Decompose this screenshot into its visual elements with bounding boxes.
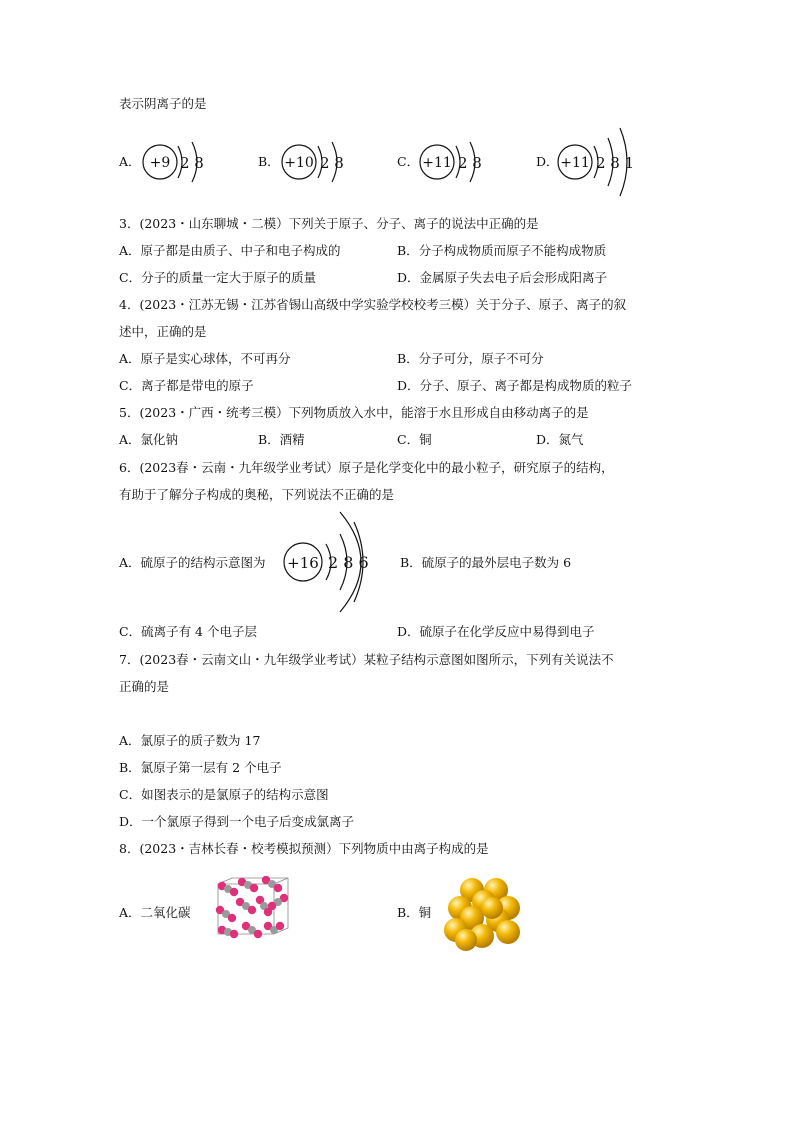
q4-option-c: C．离子都是带电的原子 bbox=[119, 378, 254, 393]
q2-option-b-diagram bbox=[280, 140, 350, 184]
q2-b-nucleus: +10 bbox=[284, 155, 314, 171]
q7-option-c: C．如图表示的是氯原子的结构示意图 bbox=[119, 787, 329, 802]
q6-option-a: A．硫原子的结构示意图为 bbox=[119, 555, 266, 570]
q2-a-shells: 2 8 bbox=[180, 154, 204, 172]
q2-option-d-letter: D． bbox=[536, 154, 559, 169]
q2-option-a-letter: A． bbox=[119, 154, 141, 169]
q2-a-nucleus: +9 bbox=[149, 155, 171, 171]
co2-crystal-image bbox=[212, 876, 294, 944]
q3-option-d: D．金属原子失去电子后会形成阳离子 bbox=[397, 270, 608, 285]
q5-option-c: C．铜 bbox=[397, 432, 432, 447]
q2-option-c-diagram bbox=[418, 140, 488, 184]
q2-d-shells: 2 8 1 bbox=[596, 154, 635, 172]
q4-option-d: D．分子、原子、离子都是构成物质的粒子 bbox=[397, 378, 633, 393]
q2-option-a-diagram bbox=[140, 140, 210, 184]
q6-option-b: B．硫原子的最外层电子数为 6 bbox=[400, 555, 572, 570]
q4-option-b: B．分子可分，原子不可分 bbox=[397, 351, 544, 366]
q4-option-a: A．原子是实心球体，不可再分 bbox=[119, 351, 291, 366]
q2-option-c-letter: C． bbox=[397, 154, 420, 169]
q8-option-b: B．铜 bbox=[397, 905, 432, 920]
q2-option-d-diagram bbox=[556, 124, 646, 200]
q4-stem-line1: 4．(2023・江苏无锡・江苏省锡山高级中学实验学校校考三模）关于分子、原子、离子的叙 bbox=[119, 297, 627, 312]
q6-stem-line2: 有助于了解分子构成的奥秘，下列说法不正确的是 bbox=[119, 487, 395, 502]
q3-stem: 3．(2023・山东聊城・二模）下列关于原子、分子、离子的说法中正确的是 bbox=[119, 216, 539, 231]
q6-shells: 2 8 6 bbox=[328, 553, 369, 572]
q5-option-d: D．氮气 bbox=[536, 432, 584, 447]
q5-option-b: B．酒精 bbox=[258, 432, 305, 447]
q6-sulfur-diagram bbox=[284, 510, 384, 614]
q3-option-b: B．分子构成物质而原子不能构成物质 bbox=[397, 243, 607, 258]
q7-stem-line2: 正确的是 bbox=[119, 679, 170, 694]
q5-option-a: A．氯化钠 bbox=[119, 432, 179, 447]
q8-option-a: A．二氧化碳 bbox=[119, 905, 191, 920]
q3-option-c: C．分子的质量一定大于原子的质量 bbox=[119, 270, 317, 285]
q7-option-d: D．一个氯原子得到一个电子后变成氯离子 bbox=[119, 814, 355, 829]
q7-option-a: A．氯原子的质子数为 17 bbox=[119, 733, 261, 748]
q6-stem-line1: 6．(2023春・云南・九年级学业考试）原子是化学变化中的最小粒子，研究原子的结构， bbox=[119, 460, 614, 475]
q6-nucleus: +16 bbox=[287, 554, 319, 572]
q8-stem: 8．(2023・吉林长春・校考模拟预测）下列物质中由离子构成的是 bbox=[119, 841, 489, 856]
q7-stem-line1: 7．(2023春・云南文山・九年级学业考试）某粒子结构示意图如图所示，下列有关说法不 bbox=[119, 652, 614, 667]
copper-crystal-image bbox=[442, 876, 524, 956]
q2-c-nucleus: +11 bbox=[422, 155, 452, 171]
question-intro: 表示阴离子的是 bbox=[119, 96, 207, 111]
q3-option-a: A．原子都是由质子、中子和电子构成的 bbox=[119, 243, 341, 258]
q2-option-b-letter: B． bbox=[258, 154, 280, 169]
q5-stem: 5．(2023・广西・统考三模）下列物质放入水中，能溶于水且形成自由移动离子的是 bbox=[119, 405, 589, 420]
q6-option-d: D．硫原子在化学反应中易得到电子 bbox=[397, 624, 595, 639]
q2-d-nucleus: +11 bbox=[560, 155, 590, 171]
q2-b-shells: 2 8 bbox=[320, 154, 344, 172]
q7-option-b: B．氯原子第一层有 2 个电子 bbox=[119, 760, 282, 775]
q6-option-c: C．硫离子有 4 个电子层 bbox=[119, 624, 257, 639]
q4-stem-line2: 述中，正确的是 bbox=[119, 324, 207, 339]
q2-c-shells: 2 8 bbox=[458, 154, 482, 172]
